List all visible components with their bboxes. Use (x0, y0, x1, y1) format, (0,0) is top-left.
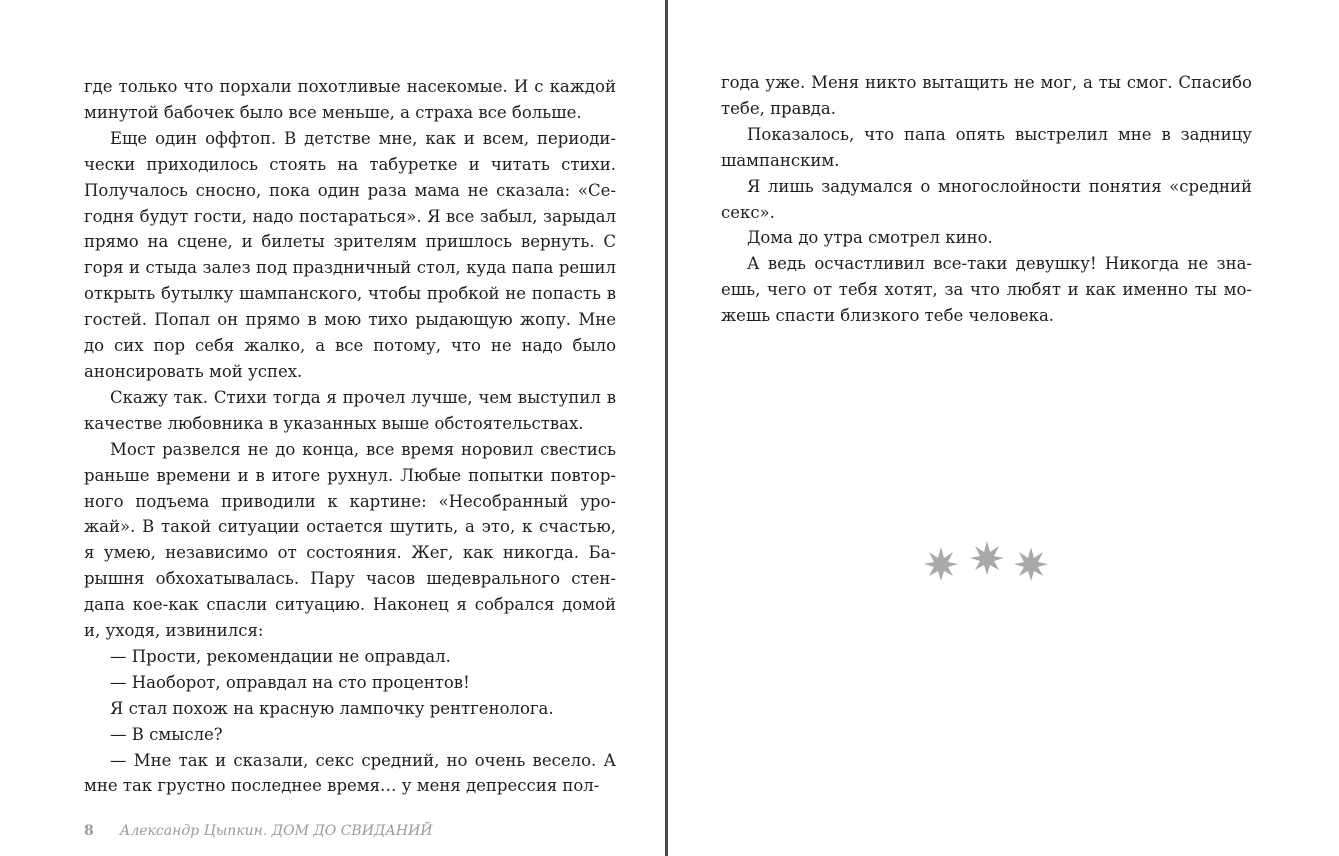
star-icon (970, 541, 1004, 575)
dialogue-line: — Прости, рекомендации не оправдал. (110, 646, 451, 666)
page-number: 8 (84, 823, 94, 839)
page-footer (84, 823, 433, 843)
paragraph: Мост развелся не до конца, все время норовил свестись раньше времени и в итоге рухнул. Любые попытки повторного подъема приводили к картине: «Несобранный урожай». В такой ситуации остается шутить, а это, к счастью, я умею, независимо от состояния. Жег, как никогда. Барышня обхохатывалась. Пару часов шедеврального стендапа кое-как спасли ситуацию. Наконец я собрался домой и, уходя, извинился: (84, 439, 616, 641)
star-icon (1014, 547, 1048, 581)
dialogue-line: — В смысле? (110, 724, 223, 744)
paragraph: Я лишь задумался о многослойности понятия «средний секс». (721, 176, 1252, 222)
running-head: Александр Цыпкин. ДОМ ДО СВИДАНИЙ (119, 823, 433, 839)
dialogue-line: — Мне так и сказали, секс средний, но очень весело. А мне так грустно последнее время… у меня депрессия пол- (84, 750, 616, 796)
paragraph: Показалось, что папа опять выстрелил мне в задницу шампанским. (721, 124, 1252, 170)
paragraph: Я стал похож на красную лампочку рентгенолога. (110, 698, 554, 718)
paragraph: А ведь осчастливил все-таки девушку! Никогда не знаешь, чего от тебя хотят, за что любят и как именно ты можешь спасти близкого тебе человека. (721, 254, 1252, 326)
dialogue-line: — Наоборот, оправдал на сто процентов! (110, 672, 470, 692)
paragraph: Дома до утра смотрел кино. (747, 228, 993, 248)
three-stars-icon (921, 538, 1051, 586)
paragraph: Еще один оффтоп. В детстве мне, как и всем, периодически приходилось стоять на табуретке и читать стихи. Получалось сносно, пока один раза мама не сказала: «Сегодня будут гости, надо постараться». Я все забыл, зарыдал прямо на сцене, и билеты зрителям пришлось вернуть. С горя и стыда залез под праздничный стол, куда папа решил открыть бутылку шампанского, чтобы пробкой не попасть в гостей. Попал он прямо в мою тихо рыдающую жопу. Мне до сих пор себя жалко, а все потому, что не надо было анонсировать мой успех. (84, 128, 616, 381)
paragraph: где только что порхали похотливые насекомые. И с каждой минутой бабочек было все меньше, а страха все больше. (84, 77, 616, 122)
page-gutter (665, 0, 668, 856)
right-page-text (721, 70, 1252, 329)
paragraph: Скажу так. Стихи тогда я прочел лучше, чем выступил в качестве любовника в указанных выше обстоятельствах. (84, 387, 616, 433)
paragraph: года уже. Меня никто вытащить не мог, а ты смог. Спасибо тебе, правда. (721, 73, 1252, 118)
star-icon (924, 547, 958, 581)
left-page-text (84, 74, 616, 799)
